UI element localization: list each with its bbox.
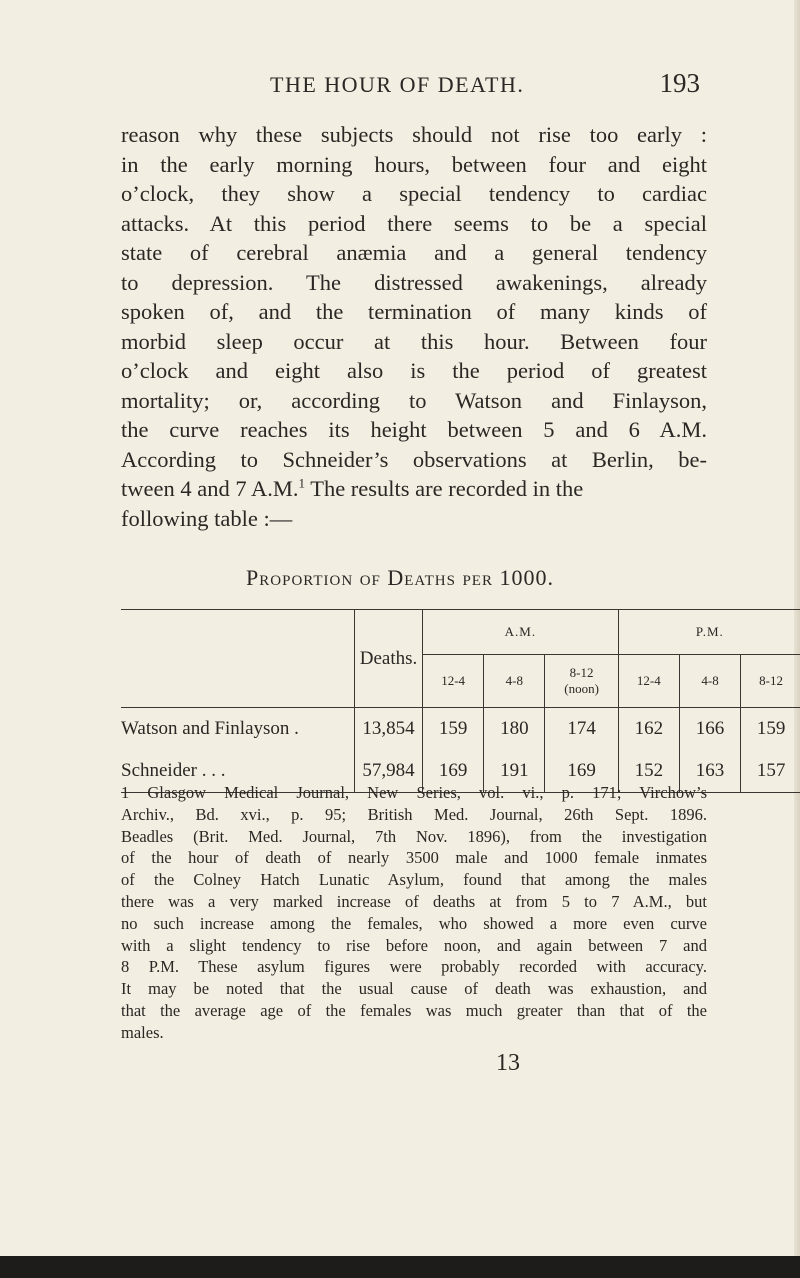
footnote-line: of the hour of death of nearly 3500 male and 1000 female inmates	[121, 848, 707, 868]
body-paragraph	[121, 120, 707, 533]
body-line	[121, 474, 707, 504]
footnote-line: with a slight tendency to rise before noon, and again between 7 and	[121, 935, 707, 955]
footnote-line: 8 P.M. These asylum figures were probably recorded with accuracy.	[121, 957, 707, 977]
body-line: According to Schneider’s observations at Berlin, be-	[121, 446, 707, 472]
signature-mark: 13	[496, 1050, 520, 1076]
footnote-line: males.	[121, 1022, 164, 1042]
pm-subheader: 8-12	[759, 673, 783, 688]
empty-header-cell	[121, 610, 355, 708]
footnote-line: Archiv., Bd. xvi., p. 95; British Med. Journal, 26th Sept. 1896.	[121, 804, 707, 824]
row-value: 159	[741, 708, 800, 751]
row-value: 191	[484, 750, 545, 793]
row-value: 169	[423, 750, 484, 793]
footnotes	[121, 782, 707, 1044]
page-header	[0, 68, 800, 102]
am-subheader-noon-label: (noon)	[564, 681, 599, 696]
body-line: following table :—	[121, 505, 293, 531]
footnote-line: there was a very marked increase of deaths at from 5 to 7 A.M., but	[121, 891, 707, 911]
footnote-line: of the Colney Hatch Lunatic Asylum, found that among the males	[121, 870, 707, 890]
row-value: 180	[484, 708, 545, 751]
row-value: 159	[423, 708, 484, 751]
row-value: 174	[545, 708, 618, 751]
footnote-line: Beadles (Brit. Med. Journal, 7th Nov. 1896), from the investigation	[121, 826, 707, 846]
body-line: o’clock and eight also is the period of greatest	[121, 358, 707, 383]
body-line: state of cerebral anæmia and a general tendency	[121, 240, 707, 265]
page-number: 193	[659, 68, 700, 98]
running-head: THE HOUR OF DEATH.	[270, 72, 525, 97]
body-line: morbid sleep occur at this hour. Between four	[121, 328, 707, 354]
row-deaths: 13,854	[355, 708, 423, 751]
row-label: Watson and Finlayson .	[121, 708, 355, 751]
body-line: attacks. At this period there seems to be a special	[121, 210, 707, 236]
body-line: spoken of, and the termination of many kinds of	[121, 299, 707, 324]
row-deaths: 57,984	[355, 750, 423, 793]
body-line: mortality; or, according to Watson and Finlayson,	[121, 387, 707, 413]
body-line-end: The results are recorded in the	[304, 476, 584, 501]
row-value: 152	[618, 750, 679, 793]
deaths-header: Deaths.	[355, 610, 423, 708]
body-line: reason why these subjects should not rise too early :	[121, 122, 707, 147]
table-row	[121, 708, 800, 751]
row-value: 166	[679, 708, 740, 751]
footnote-line: 1 Glasgow Medical Journal, New Series, vol. vi., p. 171; Virchow’s	[121, 783, 707, 802]
body-line: in the early morning hours, between four and eight	[121, 151, 707, 177]
footnote-line: It may be noted that the usual cause of death was exhaustion, and	[121, 979, 707, 999]
row-value: 157	[756, 760, 786, 781]
footnote-line: that the average age of the females was much greater than that of the	[121, 1000, 707, 1020]
footnote-marker: 1	[298, 475, 305, 491]
pm-header: P.M.	[618, 610, 800, 655]
am-subheader: 4-8	[484, 655, 545, 708]
row-value: 163	[679, 750, 740, 793]
table-caption: Proportion of Deaths per 1000.	[246, 565, 554, 590]
pm-subheader: 4-8	[679, 655, 740, 708]
deaths-table	[121, 609, 800, 794]
row-value: 162	[618, 708, 679, 751]
am-subheader-noon	[545, 655, 618, 708]
body-line: the curve reaches its height between 5 and 6 A.M.	[121, 417, 707, 442]
row-value: 169	[545, 750, 618, 793]
body-line-start: tween 4 and 7 A.M.	[121, 476, 299, 501]
pm-subheader: 12-4	[618, 655, 679, 708]
deaths-table-grid	[121, 609, 800, 794]
table-header-row	[121, 610, 800, 655]
body-line: o’clock, they show a special tendency to cardiac	[121, 181, 707, 206]
am-header: A.M.	[423, 610, 619, 655]
row-label: Schneider . . .	[121, 760, 226, 781]
am-subheader: 8-12	[569, 665, 594, 680]
body-line: to depression. The distressed awakenings, already	[121, 269, 707, 295]
footnote-line: no such increase among the females, who showed a more even curve	[121, 913, 707, 933]
am-subheader: 12-4	[423, 655, 484, 708]
scan-bottom-band	[0, 1256, 800, 1278]
